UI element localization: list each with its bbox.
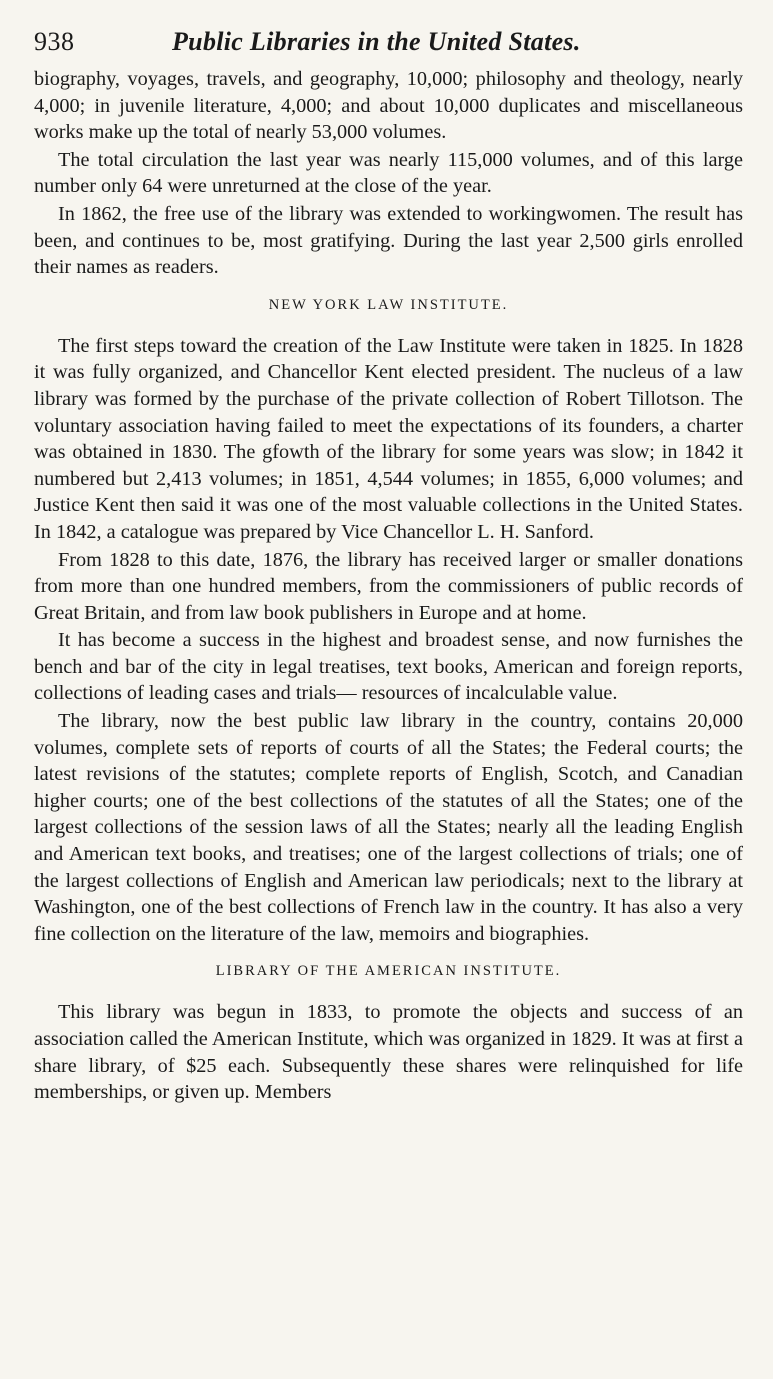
book-page [34, 24, 743, 1107]
paragraph-law-history: The first steps toward the creation of the Law Institute were taken in 1825. In 1828 it was fully organized, and Chancellor Kent elected president. The nucleus of a law library was formed by the purchase of the private collection of Robert Tillotson. The voluntary association having failed to meet the expectations of its founders, a charter was obtained in 1830. The gfowth of the library for some years was slow; in 1842 it numbered but 2,413 volumes; in 1851, 4,544 volumes; in 1855, 6,000 volumes; and Justice Kent then said it was one of the most valuable collections in the United States. In 1842, a catalogue was prepared by Vice Chancellor L. H. Sanford. [34, 334, 743, 543]
paragraph-continued: biography, voyages, travels, and geography, 10,000; philosophy and theology, nearly 4,000; in juvenile literature, 4,000; and about 10,000 duplicates and miscellaneous works make up the total of nearly 53,000 volumes. [34, 68, 743, 144]
paragraph-circulation: The total circulation the last year was nearly 115,000 volumes, and of this large number only 64 were unreturned at the close of the year. [34, 148, 743, 198]
paragraph-law-donations: From 1828 to this date, 1876, the library has received larger or smaller donations from more than one hundred members, from the commissioners of public records of Great Britain, and from law book publishers in Europe and at home. [34, 548, 743, 624]
section-heading-law-institute: NEW YORK LAW INSTITUTE. [268, 296, 509, 313]
page-body [34, 66, 743, 1106]
page-number: 938 [34, 27, 75, 56]
paragraph-american-history: This library was begun in 1833, to promote the objects and success of an association called the American Institute, which was organized in 1829. It was at first a share library, of $25 each. Subsequently these shares were relinquished for life memberships, or given up. Members [34, 1001, 743, 1104]
running-title: Public Libraries in the United States. [172, 27, 581, 56]
section-heading-american-institute: LIBRARY OF THE AMERICAN INSTITUTE. [215, 963, 562, 980]
paragraph-law-success: It has become a success in the highest and broadest sense, and now furnishes the bench and bar of the city in legal treatises, text books, American and foreign reports, collections of leading cases and trials— resources of incalculable value. [34, 629, 743, 705]
paragraph-law-collection: The library, now the best public law library in the country, contains 20,000 volumes, complete sets of reports of courts of all the States; the Federal courts; the latest revisions of the statutes; complete reports of English, Scotch, and Canadian higher courts; one of the best collections of the statutes of all the States; one of the largest collections of the session laws of all the States; nearly all the leading English and American text books, and treatises; one of the largest collections of trials; one of the largest collections of English and American law periodicals; next to the library at Washington, one of the best collections of French law in the country. It has also a very fine collection on the literature of the law, memoirs and biographies. [34, 710, 743, 945]
page-header [34, 24, 743, 60]
paragraph-workingwomen: In 1862, the free use of the library was extended to workingwomen. The result has been, and continues to be, most gratifying. During the last year 2,500 girls enrolled their names as readers. [34, 202, 743, 279]
